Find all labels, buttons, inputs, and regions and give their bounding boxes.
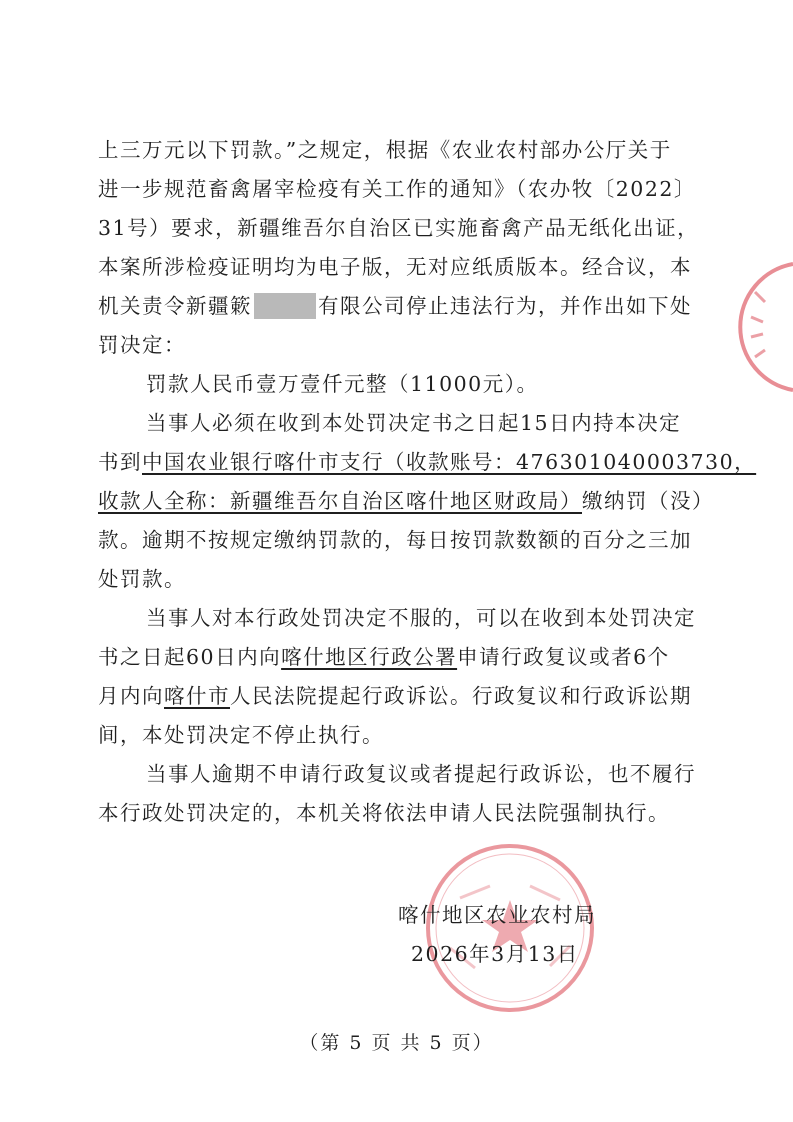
bank-account-info: 中国农业银行喀什市支行（收款账号：476301040003730，: [142, 450, 757, 474]
issuing-authority: 喀什地区农业农村局: [398, 903, 596, 927]
body-line-8: 当事人必须在收到本处罚决定书之日起15日内持本决定: [146, 411, 682, 435]
body-line-4: 本案所涉检疫证明均为电子版，无对应纸质版本。经合议，本: [98, 255, 692, 279]
body-line-9: [98, 447, 757, 477]
redaction-block: [254, 293, 316, 319]
body-line-6: 罚决定：: [98, 333, 186, 357]
body-line-12: 处罚款。: [98, 567, 186, 591]
body-line-14-part-b: 申请行政复议或者6个: [457, 645, 670, 669]
body-line-15: [98, 681, 698, 711]
issue-date: 2026年3月13日: [411, 942, 579, 966]
body-line-10: [98, 486, 714, 516]
body-line-5-part-b: 有限公司停止违法行为，并作出如下处: [318, 294, 692, 318]
body-line-11: 款。逾期不按规定缴纳罚款的，每日按罚款数额的百分之三加: [98, 528, 692, 552]
body-line-15-part-b: 人民法院提起行政诉讼。行政复议和行政诉讼期: [230, 684, 692, 708]
body-line-16: 间，本处罚决定不停止执行。: [98, 723, 384, 747]
body-line-5: [98, 291, 698, 321]
body-line-2: 进一步规范畜禽屠宰检疫有关工作的通知》（农办牧〔2022〕: [98, 177, 696, 201]
body-line-13: 当事人对本行政处罚决定不服的，可以在收到本处罚决定: [146, 606, 696, 630]
paging-seal-icon: [735, 262, 793, 392]
body-line-10-part-b: 缴纳罚（没）: [582, 489, 714, 513]
body-line-18: 本行政处罚决定的，本机关将依法申请人民法院强制执行。: [98, 801, 670, 825]
body-line-1: 上三万元以下罚款。”之规定，根据《农业农村部办公厅关于: [98, 138, 672, 162]
body-line-15-part-a: 月内向: [98, 684, 164, 708]
body-line-3: 31号）要求，新疆维吾尔自治区已实施畜禽产品无纸化出证，: [98, 216, 700, 240]
court-city: 喀什市: [164, 684, 230, 708]
body-line-14-part-a: 书之日起60日内向: [98, 645, 282, 669]
body-line-5-part-a: 机关责令新疆簌: [98, 294, 252, 318]
payee-info: 收款人全称：新疆维吾尔自治区喀什地区财政局）: [98, 489, 582, 513]
penalty-amount: 罚款人民币壹万壹仟元整（11000元）。: [146, 372, 539, 396]
body-line-17: 当事人逾期不申请行政复议或者提起行政诉讼，也不履行: [146, 762, 696, 786]
body-line-14: [98, 642, 698, 672]
page-number: （第 5 页 共 5 页）: [299, 1032, 494, 1054]
review-authority: 喀什地区行政公署: [281, 645, 458, 669]
body-line-9-part-a: 书到: [98, 450, 142, 474]
